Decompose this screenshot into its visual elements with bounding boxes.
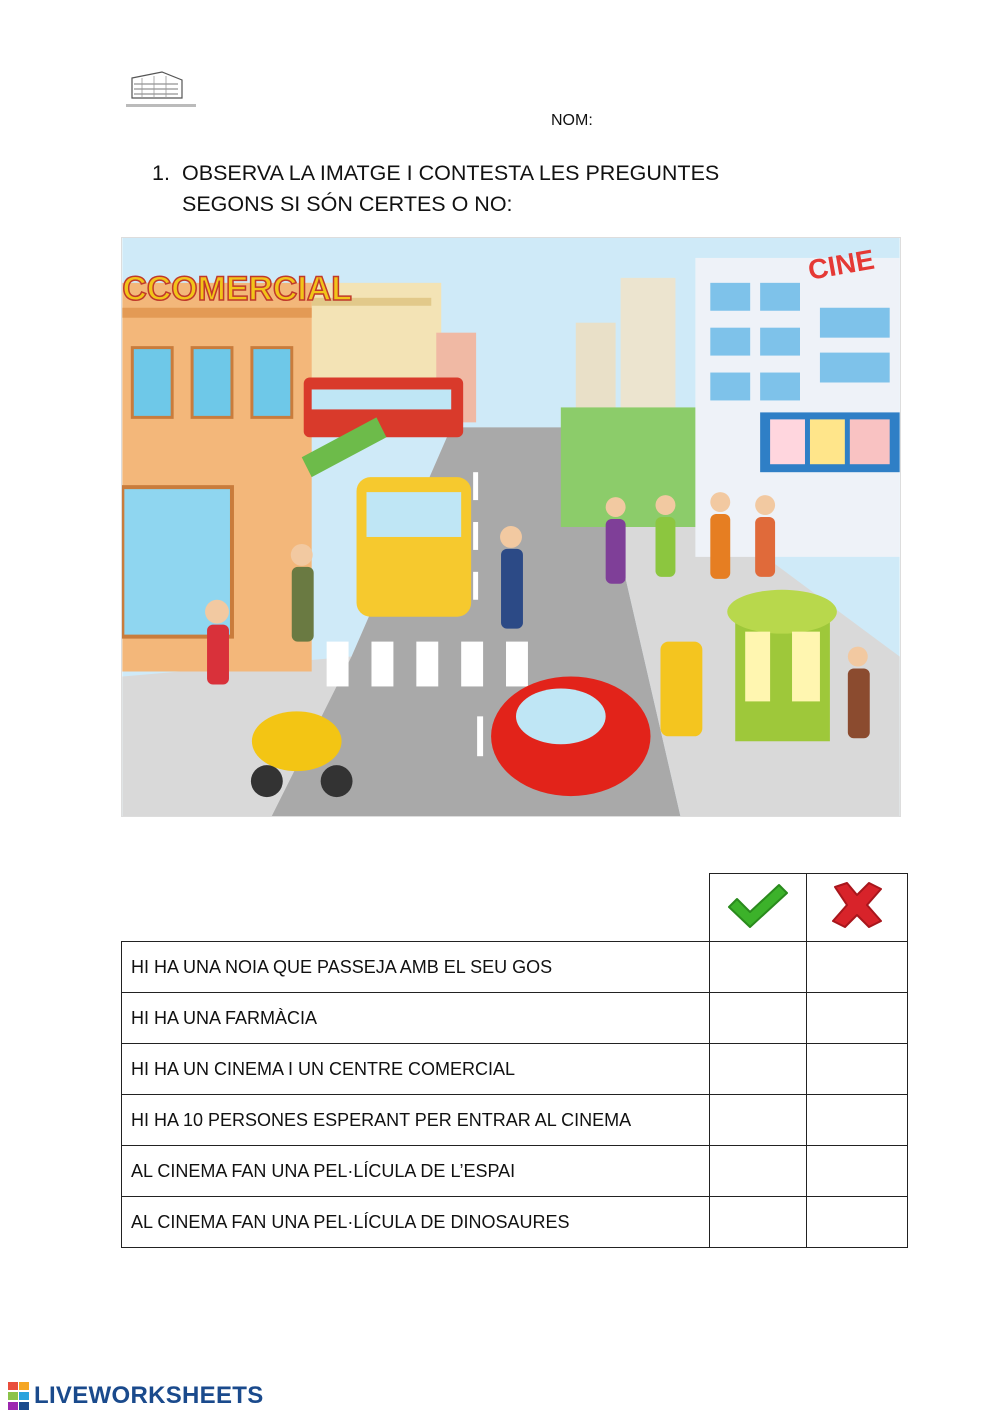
- street-scene-illustration: [121, 237, 901, 817]
- true-false-table: [121, 873, 908, 1248]
- true-answer-cell[interactable]: [710, 1095, 807, 1146]
- table-row: [122, 993, 908, 1044]
- true-column-header: [710, 874, 807, 942]
- liveworksheets-brand: LIVEWORKSHEETS: [34, 1382, 264, 1409]
- name-label: NOM:: [551, 112, 593, 129]
- table-row: [122, 1095, 908, 1146]
- statement-cell: AL CINEMA FAN UNA PEL·LÍCULA DE L’ESPAI: [122, 1146, 710, 1197]
- statement-cell: HI HA UNA FARMÀCIA: [122, 993, 710, 1044]
- question-text: [182, 158, 719, 220]
- true-answer-cell[interactable]: [710, 993, 807, 1044]
- cross-icon: [825, 879, 889, 931]
- check-icon: [723, 879, 793, 931]
- false-column-header: [807, 874, 908, 942]
- question-number: 1.: [152, 161, 170, 185]
- question-line-1: OBSERVA LA IMATGE I CONTESTA LES PREGUNTES: [182, 161, 720, 185]
- table-row: [122, 1044, 908, 1095]
- statement-cell: AL CINEMA FAN UNA PEL·LÍCULA DE DINOSAURES: [122, 1197, 710, 1248]
- false-answer-cell[interactable]: [807, 1197, 908, 1248]
- true-answer-cell[interactable]: [710, 1044, 807, 1095]
- true-answer-cell[interactable]: [710, 942, 807, 993]
- statement-cell: HI HA UNA NOIA QUE PASSEJA AMB EL SEU GOS: [122, 942, 710, 993]
- false-answer-cell[interactable]: [807, 993, 908, 1044]
- statement-cell: HI HA UN CINEMA I UN CENTRE COMERCIAL: [122, 1044, 710, 1095]
- sign-comercial: CCOMERCIAL: [122, 269, 352, 308]
- true-answer-cell[interactable]: [710, 1197, 807, 1248]
- statement-cell: HI HA 10 PERSONES ESPERANT PER ENTRAR AL CINEMA: [122, 1095, 710, 1146]
- false-answer-cell[interactable]: [807, 1146, 908, 1197]
- table-row: [122, 1197, 908, 1248]
- table-row: [122, 1146, 908, 1197]
- liveworksheets-logo[interactable]: [8, 1380, 264, 1412]
- false-answer-cell[interactable]: [807, 942, 908, 993]
- liveworksheets-blocks-icon: [8, 1382, 30, 1410]
- table-row: [122, 942, 908, 993]
- school-logo: [122, 68, 200, 114]
- question-line-2: SEGONS SI SÓN CERTES O NO:: [182, 192, 513, 216]
- false-answer-cell[interactable]: [807, 1044, 908, 1095]
- sign-cine: CINE: [805, 243, 877, 286]
- table-header-row: [122, 874, 908, 942]
- header-blank-cell: [122, 874, 710, 942]
- false-answer-cell[interactable]: [807, 1095, 908, 1146]
- true-answer-cell[interactable]: [710, 1146, 807, 1197]
